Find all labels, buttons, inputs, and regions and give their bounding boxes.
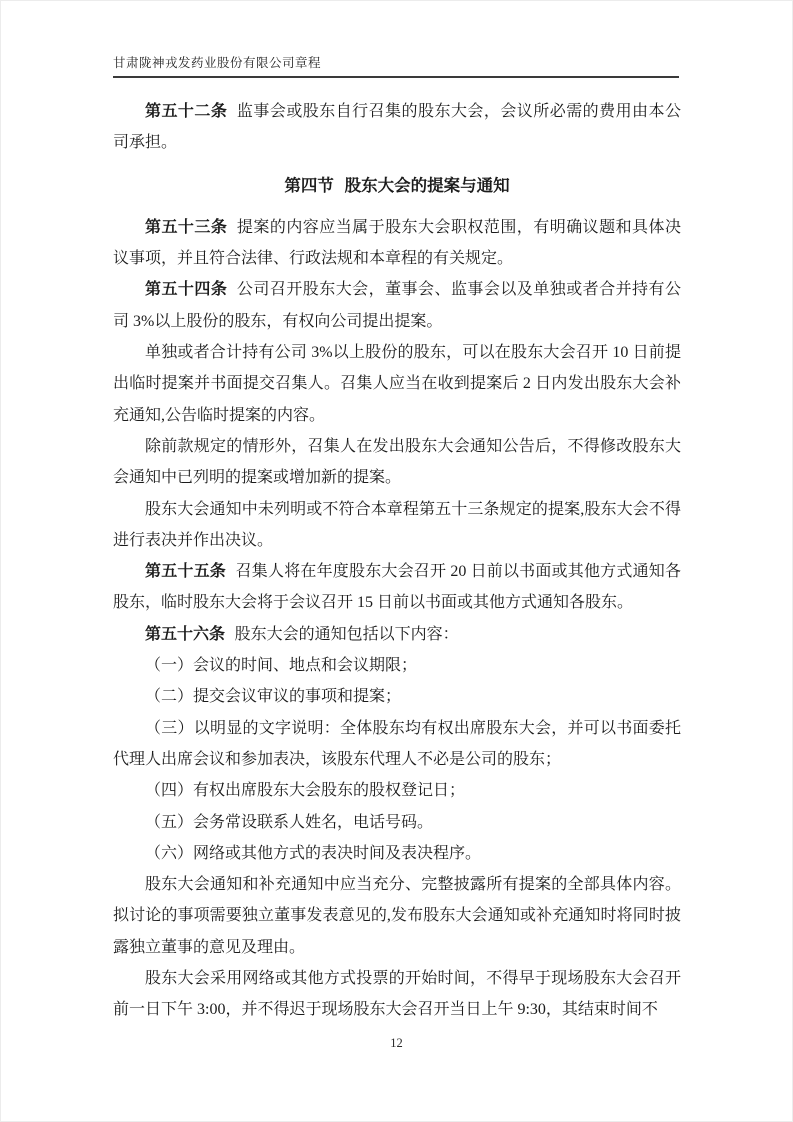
article-56-text: 股东大会的通知包括以下内容： — [234, 625, 459, 643]
running-header — [113, 53, 679, 78]
article-52 — [113, 96, 681, 159]
page-number: 12 — [390, 1036, 403, 1050]
notice-item-6: （六）网络或其他方式的表决时间及表决程序。 — [145, 844, 482, 862]
paragraph-temp-proposal: 单独或者合计持有公司 3%以上股份的股东，可以在股东大会召开 10 日前提出临时提案并书面提交召集人。召集人应当在收到提案后 2 日内发出股东大会补充通知,公告临时提案的内容。 — [113, 344, 681, 424]
notice-item-1: （一）会议的时间、地点和会议期限； — [145, 657, 418, 675]
notice-item-5: （五）会务常设联系人姓名，电话号码。 — [145, 813, 434, 831]
section-4-title: 股东大会的提案与通知 — [344, 175, 510, 195]
article-55-text: 召集人将在年度股东大会召开 20 日前以书面或其他方式通知各股东，临时股东大会将于会议召开 15 日前以书面或其他方式通知各股东。 — [113, 563, 681, 612]
article-54-text: 公司召开股东大会，董事会、监事会以及单独或者合并持有公司 3%以上股份的股东，有权向公司提出提案。 — [113, 281, 681, 330]
notice-item-2: （二）提交会议审议的事项和提案； — [145, 688, 402, 706]
paragraph-not-listed: 股东大会通知中未列明或不符合本章程第五十三条规定的提案,股东大会不得进行表决并作出决议。 — [113, 500, 681, 549]
article-56 — [113, 619, 681, 650]
article-53 — [113, 212, 681, 275]
article-53-text: 提案的内容应当属于股东大会职权范围，有明确议题和具体决议事项，并且符合法律、行政法规和本章程的有关规定。 — [113, 218, 681, 268]
header-title: 甘肃陇神戎发药业股份有限公司章程 — [113, 56, 322, 70]
article-56-label: 第五十六条 — [145, 625, 226, 643]
section-4-heading — [113, 170, 681, 201]
section-4-label: 第四节 — [284, 175, 334, 195]
article-53-label: 第五十三条 — [145, 218, 228, 236]
notice-item-3: （三）以明显的文字说明：全体股东均有权出席股东大会，并可以书面委托代理人出席会议和参加表决，该股东代理人不必是公司的股东； — [113, 719, 681, 768]
article-55-label: 第五十五条 — [145, 563, 226, 581]
article-55 — [113, 556, 681, 619]
article-54 — [113, 274, 681, 337]
article-54-label: 第五十四条 — [145, 281, 228, 299]
paragraph-disclosure: 股东大会通知和补充通知中应当充分、完整披露所有提案的全部具体内容。拟讨论的事项需要独立董事发表意见的,发布股东大会通知或补充通知时将同时披露独立董事的意见及理由。 — [113, 876, 681, 956]
paragraph-voting-time: 股东大会采用网络或其他方式投票的开始时间，不得早于现场股东大会召开前一日下午 3:00，并不得迟于现场股东大会召开当日上午 9:30，其结束时间不 — [113, 970, 681, 1019]
notice-item-4: （四）有权出席股东大会股东的股权登记日； — [145, 782, 466, 800]
article-52-text: 监事会或股东自行召集的股东大会，会议所必需的费用由本公司承担。 — [113, 103, 681, 152]
article-52-label: 第五十二条 — [145, 103, 228, 120]
paragraph-no-modify: 除前款规定的情形外，召集人在发出股东大会通知公告后，不得修改股东大会通知中已列明的提案或增加新的提案。 — [113, 437, 681, 487]
document-body — [113, 96, 681, 1026]
